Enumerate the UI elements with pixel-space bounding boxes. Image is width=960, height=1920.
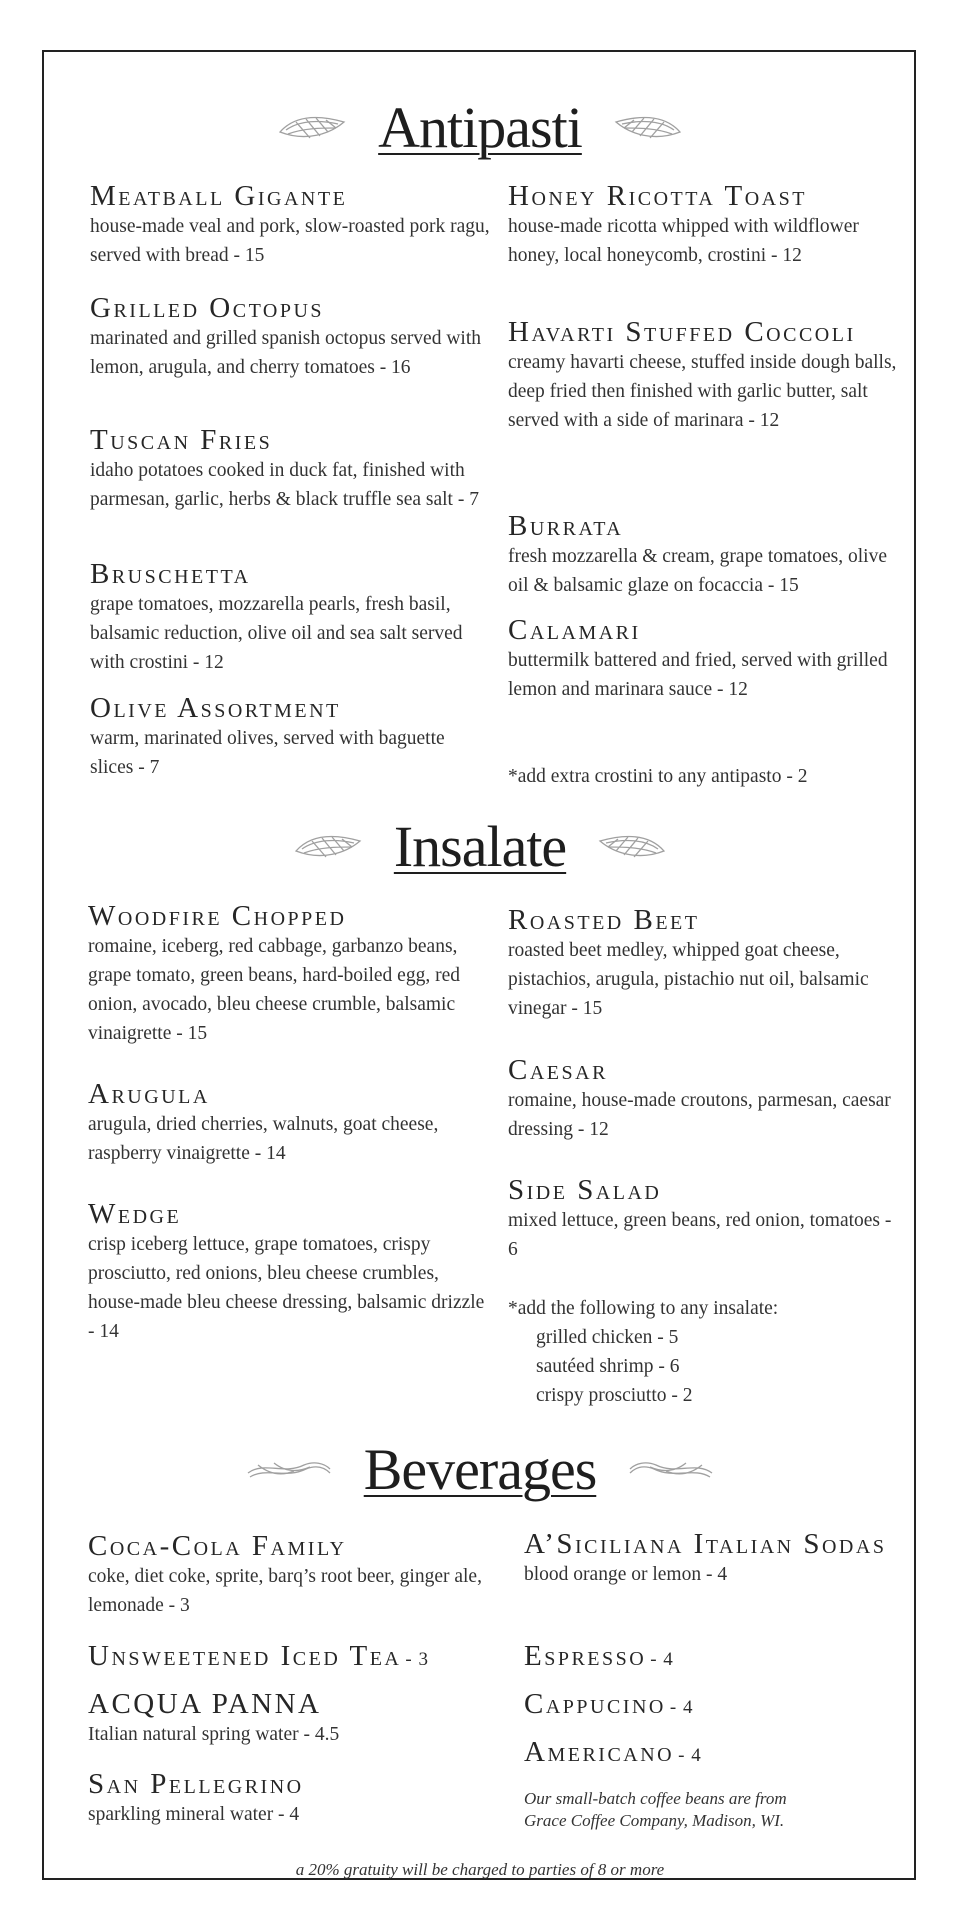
item-description: house-made veal and pork, slow-roasted pork ragu, served with bread - 15 <box>90 216 490 266</box>
menu-item <box>88 1768 508 1829</box>
antipasti-addon-note: *add extra crostini to any antipasto - 2 <box>508 766 808 787</box>
menu-item <box>88 900 488 1078</box>
item-price: - 4 <box>678 1745 702 1766</box>
item-name: Unsweetened Iced Tea <box>88 1640 402 1672</box>
item-name: Meatball Gigante <box>90 180 348 212</box>
item-name: Coca-Cola Family <box>88 1530 347 1562</box>
beverages-right-column <box>524 1528 904 1832</box>
item-description: Italian natural spring water - 4.5 <box>88 1724 340 1745</box>
item-name: Arugula <box>88 1078 210 1110</box>
item-description: creamy havarti cheese, stuffed inside dough balls, deep fried then finished with garlic butter, salt served with a side of marinara - 12 <box>508 352 897 431</box>
item-name: Tuscan Fries <box>90 424 273 456</box>
addon-option: grilled chicken - 5 <box>536 1327 679 1348</box>
item-name: Honey Ricotta Toast <box>508 180 807 212</box>
menu-item <box>508 904 898 1054</box>
item-description: romaine, iceberg, red cabbage, garbanzo beans, grape tomato, green beans, hard-boiled egg, red onion, avocado, bleu cheese crumble, balsamic vinaigrette - 15 <box>88 936 460 1044</box>
item-name: ACQUA PANNA <box>88 1688 322 1720</box>
pasta-ornament-icon <box>244 1455 334 1485</box>
pasta-ornament-icon <box>626 1455 716 1485</box>
menu-item <box>508 180 898 316</box>
menu-item <box>524 1736 904 1788</box>
item-name: Americano <box>524 1736 675 1768</box>
menu-item <box>90 292 490 424</box>
beverages-title: Beverages <box>363 1437 597 1502</box>
coffee-note: Our small-batch coffee beans are from Grace Coffee Company, Madison, WI. <box>524 1789 787 1830</box>
antipasti-left-column <box>90 180 490 782</box>
menu-item <box>90 692 490 782</box>
item-description: coke, diet coke, sprite, barq’s root beer, ginger ale, lemonade - 3 <box>88 1566 482 1616</box>
menu-item <box>508 1054 898 1174</box>
menu-item <box>88 1640 508 1688</box>
item-description: arugula, dried cherries, walnuts, goat cheese, raspberry vinaigrette - 14 <box>88 1114 439 1164</box>
addon-option: crispy prosciutto - 2 <box>536 1385 693 1406</box>
menu-item <box>88 1530 508 1640</box>
menu-item <box>90 180 490 292</box>
menu-item <box>508 1174 898 1294</box>
insalate-header <box>0 812 960 882</box>
item-price: - 4 <box>650 1649 674 1670</box>
item-name: Wedge <box>88 1198 182 1230</box>
item-name: A’Siciliana Italian Sodas <box>524 1528 887 1560</box>
antipasti-header <box>0 93 960 163</box>
beverages-header <box>0 1435 960 1505</box>
beverages-left-column <box>88 1530 508 1829</box>
item-name: San Pellegrino <box>88 1768 304 1800</box>
item-name: Calamari <box>508 614 641 646</box>
menu-item <box>508 510 898 614</box>
pasta-ornament-icon <box>276 110 348 146</box>
item-name: Havarti Stuffed Coccoli <box>508 316 856 348</box>
insalate-addon-note: *add the following to any insalate: <box>508 1298 779 1319</box>
insalate-right-column <box>508 904 898 1410</box>
item-name: Cappucino <box>524 1688 666 1720</box>
menu-item <box>88 1078 488 1198</box>
item-description: romaine, house-made croutons, parmesan, caesar dressing - 12 <box>508 1090 891 1140</box>
item-name: Burrata <box>508 510 624 542</box>
antipasti-right-column <box>508 180 898 791</box>
menu-item <box>88 1688 508 1768</box>
item-description: idaho potatoes cooked in duck fat, finished with parmesan, garlic, herbs & black truffle sea salt - 7 <box>90 460 479 510</box>
item-description: grape tomatoes, mozzarella pearls, fresh basil, balsamic reduction, olive oil and sea salt served with crostini - 12 <box>90 594 463 673</box>
item-description: roasted beet medley, whipped goat cheese, pistachios, arugula, pistachio nut oil, balsamic vinegar - 15 <box>508 940 869 1019</box>
item-description: warm, marinated olives, served with baguette slices - 7 <box>90 728 445 778</box>
item-description: mixed lettuce, green beans, red onion, tomatoes - 6 <box>508 1210 892 1260</box>
menu-item <box>524 1528 904 1640</box>
menu-item <box>508 316 898 510</box>
item-price: - 3 <box>405 1649 429 1670</box>
item-description: house-made ricotta whipped with wildflower honey, local honeycomb, crostini - 12 <box>508 216 859 266</box>
item-name: Olive Assortment <box>90 692 341 724</box>
item-description: sparkling mineral water - 4 <box>88 1804 300 1825</box>
item-name: Roasted Beet <box>508 904 700 936</box>
item-description: marinated and grilled spanish octopus served with lemon, arugula, and cherry tomatoes - 16 <box>90 328 481 378</box>
menu-item <box>88 1198 488 1346</box>
gratuity-footer: a 20% gratuity will be charged to parties of 8 or more <box>295 1860 665 1879</box>
insalate-left-column <box>88 900 488 1346</box>
menu-item <box>508 614 898 762</box>
menu-item <box>524 1688 904 1736</box>
antipasti-title: Antipasti <box>378 95 582 160</box>
menu-item <box>90 558 490 692</box>
menu-item <box>90 424 490 558</box>
item-name: Grilled Octopus <box>90 292 325 324</box>
pasta-ornament-icon <box>612 110 684 146</box>
item-name: Side Salad <box>508 1174 662 1206</box>
item-description: buttermilk battered and fried, served with grilled lemon and marinara sauce - 12 <box>508 650 888 700</box>
item-name: Caesar <box>508 1054 608 1086</box>
addon-option: sautéed shrimp - 6 <box>536 1356 680 1377</box>
item-name: Bruschetta <box>90 558 251 590</box>
pasta-ornament-icon <box>292 829 364 865</box>
item-description: blood orange or lemon - 4 <box>524 1564 728 1585</box>
insalate-title: Insalate <box>393 814 567 879</box>
item-name: Espresso <box>524 1640 647 1672</box>
item-price: - 4 <box>669 1697 694 1718</box>
pasta-ornament-icon <box>596 829 668 865</box>
item-description: crisp iceberg lettuce, grape tomatoes, crispy prosciutto, red onions, bleu cheese crumbles, house-made bleu cheese dressing, balsamic drizzle - 14 <box>88 1234 485 1342</box>
item-description: fresh mozzarella & cream, grape tomatoes, olive oil & balsamic glaze on focaccia - 15 <box>508 546 887 596</box>
menu-item <box>524 1640 904 1688</box>
item-name: Woodfire Chopped <box>88 900 347 932</box>
